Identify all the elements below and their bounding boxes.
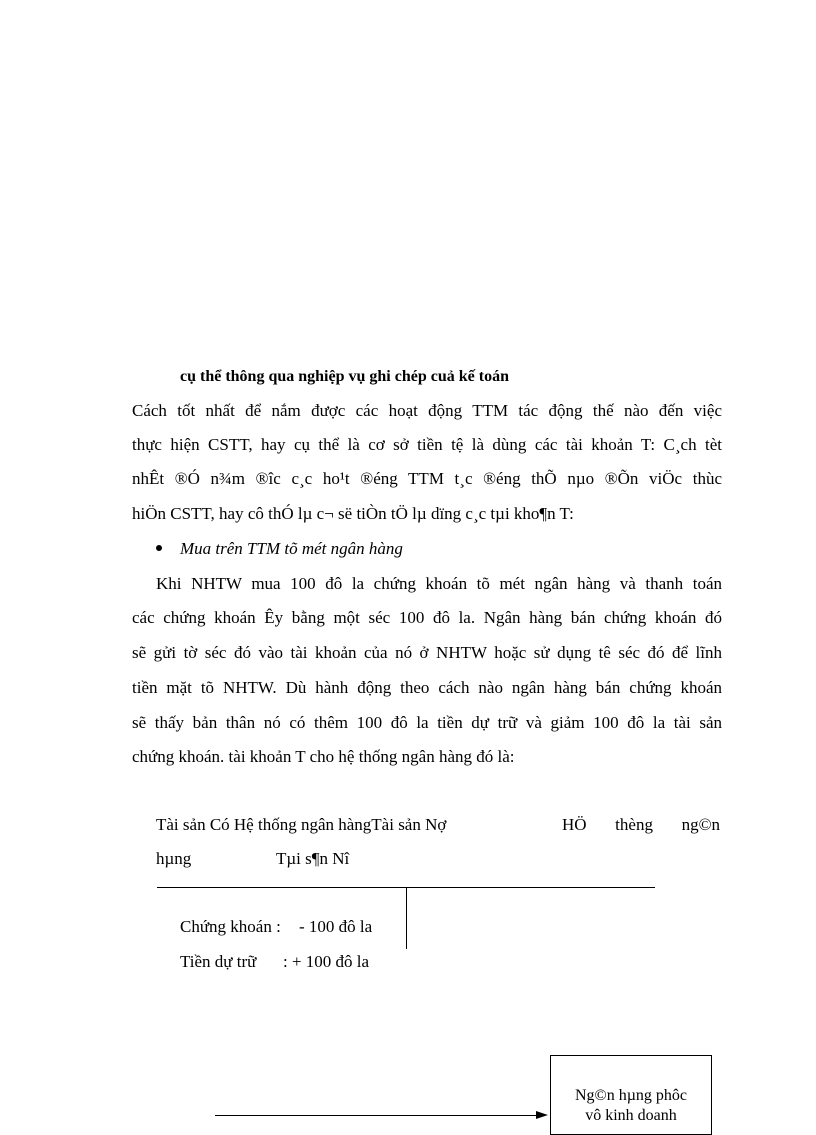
paragraph-line: thực hiện CSTT, hay cụ thể là cơ sở tiền tệ là dùng các tài khoản T: C¸ch tèt — [132, 435, 722, 454]
paragraph-line: Cách tốt nhất để nắm được các hoạt động TTM tác động thế nào đến việc — [132, 401, 722, 420]
section-heading: cụ thể thông qua nghiệp vụ ghi chép cuả kế toán — [180, 368, 509, 385]
paragraph-line: Khi NHTW mua 100 đô la chứng khoán tõ mét ngân hàng và thanh toán — [156, 574, 722, 593]
reserves-value: : + 100 đô la — [283, 952, 370, 971]
bullet-item: Mua trên TTM tõ mét ngân hàng — [180, 539, 403, 558]
paragraph-line: các chứng khoán Êy bằng một séc 100 đô la. Ngân hàng bán chứng khoán đó — [132, 608, 722, 627]
t-account-vertical-rule — [406, 887, 407, 949]
box-line-1: Ng©n hµng phôc — [574, 1087, 688, 1104]
box-line-2: vô kinh doanh — [585, 1107, 677, 1124]
paragraph-line: nhÊt ®Ó n¾m ®îc c¸c ho¹t ®éng TTM t¸c ®éng thÕ nµo ®Õn viÖc thùc — [132, 469, 722, 488]
paragraph-line: hiÖn CSTT, hay cô thÓ lµ c¬ së tiÒn tÖ lµ dïng c¸c tµi kho¶n T: — [132, 504, 574, 523]
commercial-bank-box — [550, 1055, 712, 1135]
flow-arrow-line — [215, 1115, 540, 1116]
t-account-header-left: Tài sản Có Hệ thống ngân hàngTài sản Nợ — [156, 815, 447, 834]
bullet-dot-icon — [156, 545, 162, 551]
t-account-header-right: HÖ thèng ng©n — [562, 815, 720, 834]
paragraph-line: chứng khoán. tài khoản T cho hệ thống ngân hàng đó là: — [132, 747, 515, 766]
reserves-label: Tiền dự trữ — [180, 952, 257, 971]
paragraph-line: sẽ thấy bản thân nó có thêm 100 đô la tiền dự trữ và giảm 100 đô la tài sản — [132, 713, 722, 732]
arrow-right-icon — [536, 1111, 548, 1119]
securities-label: Chứng khoán : — [180, 917, 281, 936]
t-account-header-bank: hµng — [156, 849, 192, 868]
paragraph-line: sẽ gửi tờ séc đó vào tài khoản của nó ở NHTW hoặc sử dụng tê séc đó để lĩnh — [132, 643, 722, 662]
paragraph-line: tiền mặt tõ NHTW. Dù hành động theo cách nào ngân hàng bán chứng khoán — [132, 678, 722, 697]
securities-value: - 100 đô la — [299, 917, 373, 936]
t-account-header-liabilities: Tµi s¶n Nî — [276, 849, 350, 868]
